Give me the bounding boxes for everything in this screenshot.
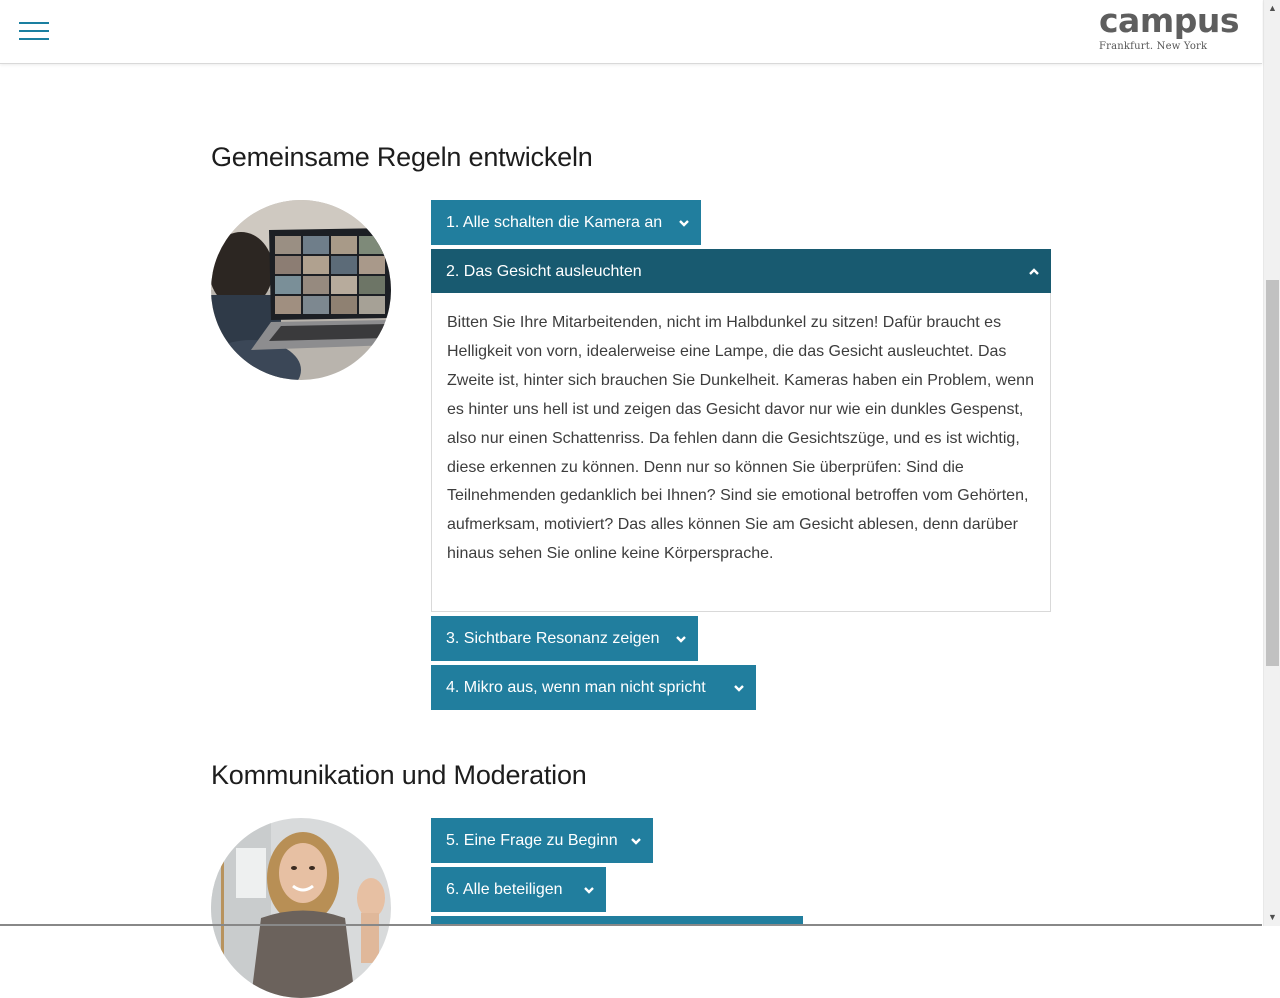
accordion-item-5[interactable]: [431, 818, 653, 863]
accordion-label: 3. Sichtbare Resonanz zeigen: [446, 630, 660, 647]
chevron-down-icon: [677, 216, 691, 230]
chevron-down-icon: [732, 681, 746, 695]
logo-text: campus: [1099, 1, 1239, 40]
woman-waving-photo: [211, 818, 391, 998]
accordion-label: 4. Mikro aus, wenn man nicht spricht: [446, 679, 706, 696]
accordion-label: 5. Eine Frage zu Beginn: [446, 832, 618, 849]
accordion-label: 2. Das Gesicht ausleuchten: [446, 263, 642, 280]
accordion-item-3[interactable]: [431, 616, 698, 661]
accordion-panel-2: [431, 293, 1051, 612]
accordion-item-4[interactable]: [431, 665, 756, 710]
chevron-up-icon: [1027, 265, 1041, 279]
vertical-scrollbar[interactable]: [1263, 0, 1280, 926]
site-header: [0, 0, 1262, 64]
accordion-item-6[interactable]: [431, 867, 606, 912]
scrollbar-thumb[interactable]: [1266, 280, 1279, 666]
logo-subtitle: Frankfurt. New York: [1099, 41, 1208, 52]
scroll-up-arrow-icon[interactable]: ▲: [1268, 3, 1277, 13]
accordion-panel-text: Bitten Sie Ihre Mitarbeitenden, nicht im Halbdunkel zu sitzen! Dafür braucht es Helligkeit von vorn, idealerweise eine Lampe, die das Gesicht ausleuchtet. Das Zweite ist, hinter sich brauchen Sie Dunkelheit. Kameras haben ein Problem, wenn es hinter uns hell ist und zeigen das Gesicht davor nur wie ein dunkles Gespenst, also nur einen Schattenriss. Da fehlen dann die Gesichtszüge, und es ist wichtig, diese erkennen zu können. Denn nur so können Sie überprüfen: Sind die Teilnehmenden gedanklich bei Ihnen? Sind sie emotional betroffen vom Gehörten, aufmerksam, motiviert? Das alles können Sie am Gesicht ablesen, denn darüber hinaus sehen Sie online keine Körpersprache.: [447, 314, 1034, 563]
accordion-item-1[interactable]: [431, 200, 701, 245]
chevron-down-icon: [629, 834, 643, 848]
accordion-label: 6. Alle beteiligen: [446, 881, 563, 898]
hamburger-icon[interactable]: [19, 20, 49, 42]
accordion-item-2[interactable]: [431, 249, 1051, 294]
chevron-down-icon: [674, 632, 688, 646]
accordion-label: 1. Alle schalten die Kamera an: [446, 214, 663, 231]
section-title-communication: Kommunikation und Moderation: [211, 760, 587, 790]
chevron-down-icon: [582, 883, 596, 897]
video-conference-photo: [211, 200, 391, 380]
campus-logo[interactable]: [1099, 2, 1244, 58]
section-title-rules: Gemeinsame Regeln entwickeln: [211, 142, 593, 172]
scroll-down-arrow-icon[interactable]: ▼: [1268, 912, 1277, 922]
